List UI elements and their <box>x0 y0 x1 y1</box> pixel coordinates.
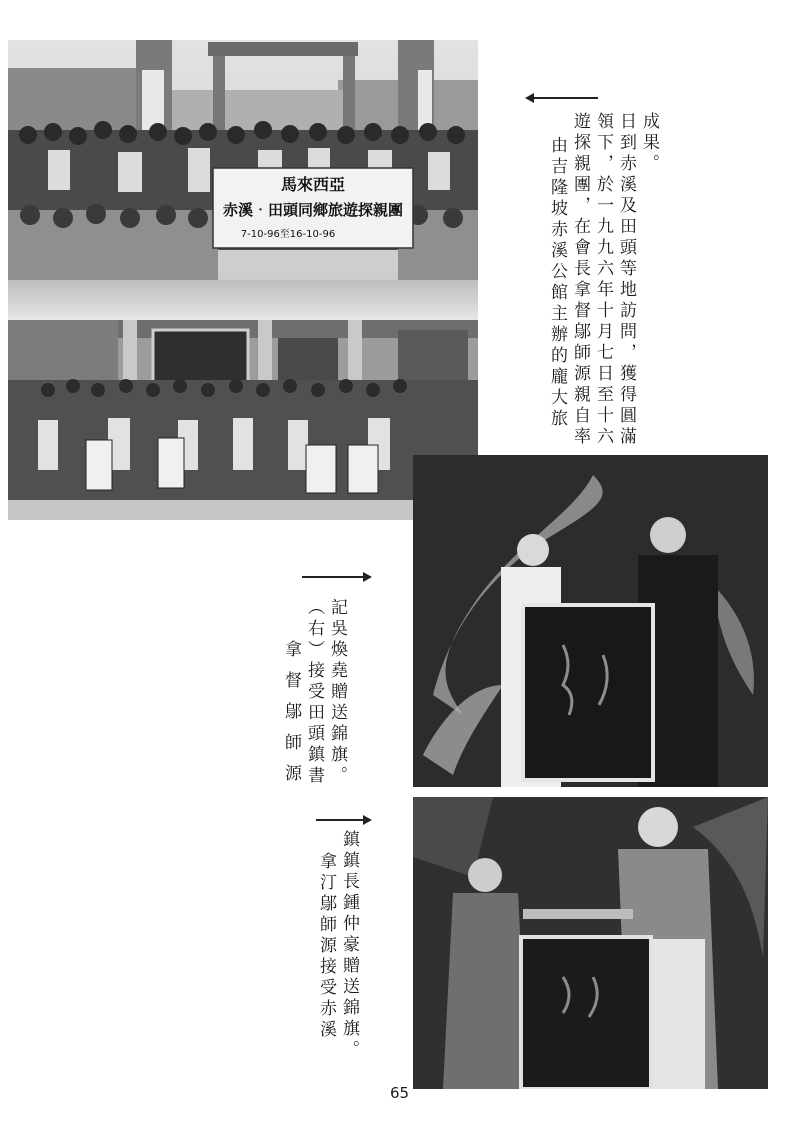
pennant-presentation-photo-2 <box>413 797 768 1089</box>
caption-bottom-line: 拿汀鄔師源接受赤溪 <box>316 852 336 1041</box>
caption-middle-line: 記吳煥堯贈送錦旗。 <box>327 598 347 787</box>
group-photo-building <box>8 320 478 520</box>
caption-arrow-middle <box>302 576 364 578</box>
caption-bottom <box>314 830 360 1061</box>
pennant-presentation-photo-1 <box>413 455 768 787</box>
group-photo-gate <box>8 40 478 320</box>
banner-line1: 馬來西亞 <box>280 175 346 194</box>
caption-middle-line: 拿督鄔師源 <box>281 640 301 795</box>
banner-dates: 7-10-96至16-10-96 <box>240 229 336 240</box>
caption-top-line: 成果。 <box>639 112 659 175</box>
caption-top-line: 日到赤溪及田頭等地訪問，獲得圓滿 <box>616 112 636 448</box>
caption-top-line: 由吉隆坡赤溪公館主辦的龐大旅 <box>547 136 567 430</box>
page-number: 65 <box>390 1084 410 1102</box>
caption-middle-line: （右）接受田頭鎮書 <box>304 598 324 787</box>
caption-top-line: 遊探親團，在會長拿督鄔師源親自率 <box>570 112 590 448</box>
caption-top-line: 領下，於一九九六年十月七日至十六 <box>593 112 613 448</box>
caption-bottom-line: 鎮鎮長鍾仲豪贈送錦旗。 <box>339 830 359 1061</box>
caption-top <box>545 112 660 448</box>
banner-line2: 赤溪‧田頭同鄉旅遊探親團 <box>222 201 404 219</box>
caption-middle <box>279 598 348 795</box>
caption-arrow-top <box>533 97 598 99</box>
caption-arrow-bottom <box>316 819 364 821</box>
